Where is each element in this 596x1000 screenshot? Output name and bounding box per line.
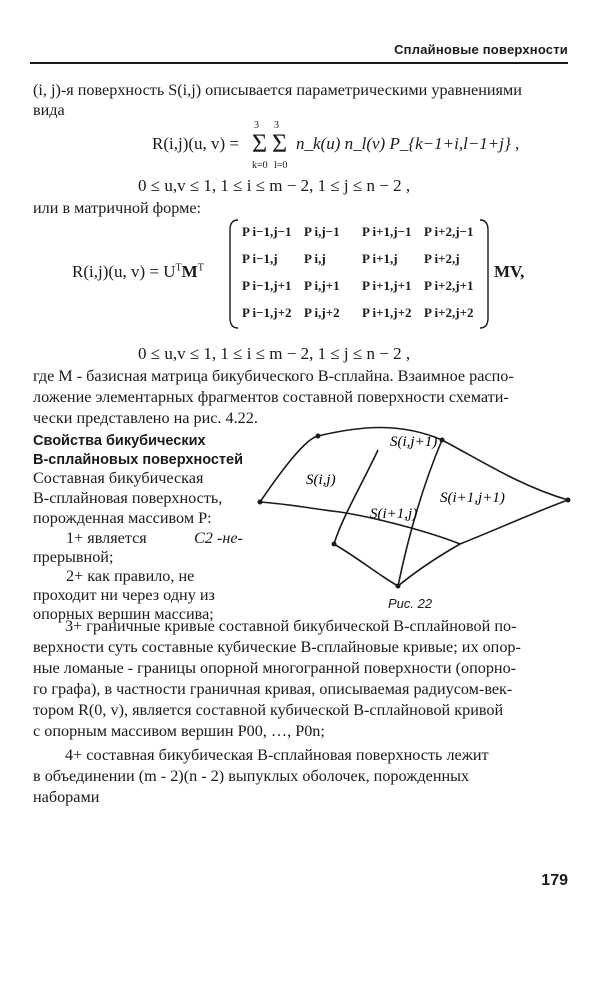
sum-lower-k: k=0 (252, 160, 268, 171)
figure-vertex (258, 500, 263, 505)
basis-line-3: чески представлено на рис. 4.22. (33, 409, 258, 427)
matrix-cell: P i,j−1 (304, 224, 340, 239)
properties-body-1: Составная бикубическая (33, 469, 204, 487)
matrix-cell: P i+1,j+2 (362, 305, 412, 320)
point-matrix (228, 218, 490, 330)
item3-line-6: с опорным массивом вершин P00, …, P0n; (33, 722, 325, 740)
item3-line-1: 3+ граничные кривые составной бикубической B-сплайновой по- (65, 617, 517, 635)
figure-vertex (566, 498, 571, 503)
patch-edge-bottom-right (460, 500, 568, 544)
item4-line-1: 4+ составная бикубическая B-сплайновая поверхность лежит (65, 746, 489, 764)
properties-body-3: порожденная массивом P: (33, 509, 212, 527)
matrix-cell: P i,j+2 (304, 305, 340, 320)
item2-part-c: опорных вершин массива; (33, 605, 214, 623)
figure-vertex (316, 434, 321, 439)
formula1-lhs: R(i,j)(u, v) = (152, 134, 240, 153)
running-header: Сплайновые поверхности (394, 42, 568, 57)
sum-upper-l: 3 (274, 120, 279, 131)
item3-line-5: тором R(0, v), является составной кубической B-сплайновой кривой (33, 701, 504, 719)
header-rule (30, 62, 568, 64)
matrix-cell: P i,j+1 (304, 278, 340, 293)
sigma-k: Σ (252, 129, 268, 158)
matrix-cell: P i−1,j (242, 251, 278, 266)
label-s-i-j1: S(i,j+1) (390, 434, 438, 450)
formula2-rhs: MV, (494, 262, 525, 281)
matrix-cell: P i−1,j+2 (242, 305, 292, 320)
patch-edge-lower (334, 544, 398, 586)
formula2-lhs: R(i,j)(u, $v) = U^TM^T$ (72, 262, 204, 281)
item4-line-2: в объединении (m - 2)(n - 2) выпуклых оболочек, порожденных (33, 767, 470, 785)
sum-lower-l: l=0 (274, 160, 288, 171)
properties-body-2: B-сплайновая поверхность, (33, 489, 223, 507)
matrix-cell: P i−1,j−1 (242, 224, 292, 239)
label-s-i1-j1: S(i+1,j+1) (440, 490, 505, 506)
item4-line-3: наборами (33, 788, 100, 806)
matrix-cell: P i+2,j (424, 251, 460, 266)
matrix-cell: P i,j (304, 251, 326, 266)
item2-part-b: проходит ни через одну из (33, 586, 215, 604)
figure-caption: Рис. 22 (388, 596, 433, 611)
item3-line-4: го графа), в частности граничная кривая, описываемая радиусом-век- (33, 680, 513, 698)
intro-line-2: вида (33, 101, 65, 119)
figure-vertex (440, 438, 445, 443)
item1-part-b: C2 -не- (194, 529, 243, 547)
formula1-rhs: n_k(u) n_l(v) P_{k−1+i,l−1+j} , (296, 134, 520, 153)
basis-line-1: где M - базисная матрица бикубического B-сплайна. Взаимное распо- (33, 367, 514, 385)
properties-heading-2: B-сплайновых поверхностей (33, 452, 244, 468)
patch-edge-bottom (260, 502, 460, 544)
item3-line-3: ные ломаные - границы опорной многогранной поверхности (опорно- (33, 659, 517, 677)
figure-surface (250, 418, 575, 598)
matrix-cell: P i+2,j+1 (424, 278, 474, 293)
matrix-cell: P i+1,j+1 (362, 278, 412, 293)
page-number: 179 (541, 872, 568, 889)
figure-vertex (332, 542, 337, 547)
matrix-cell: P i+1,j (362, 251, 398, 266)
label-s-i1-j: S(i+1,j) (370, 506, 418, 522)
conditions-1: 0 ≤ u,v ≤ 1, 1 ≤ i ≤ m − 2, 1 ≤ j ≤ n − 2 , (138, 176, 411, 195)
sigma-l: Σ (272, 129, 288, 158)
intro-line-1: (i, j)-я поверхность S(i,j) описывается параметрическими уравнениями (33, 81, 522, 99)
properties-heading-1: Свойства бикубических (33, 433, 206, 449)
label-s-i-j: S(i,j) (306, 472, 336, 488)
conditions-2: 0 ≤ u,v ≤ 1, 1 ≤ i ≤ m − 2, 1 ≤ j ≤ n − 2 , (138, 344, 411, 363)
matrix-cell: P i+2,j+2 (424, 305, 474, 320)
matrix-cell: P i−1,j+1 (242, 278, 292, 293)
matrix-intro: или в матричной форме: (33, 199, 202, 217)
figure-vertex (396, 584, 401, 589)
item1-part-c: прерывной; (33, 548, 114, 566)
matrix-cell: P i+2,j−1 (424, 224, 474, 239)
sum-upper-k: 3 (254, 120, 259, 131)
basis-line-2: ложение элементарных фрагментов составной поверхности схемати- (33, 388, 509, 406)
matrix-cell: P i+1,j−1 (362, 224, 412, 239)
patch-inner-curve-1 (334, 450, 378, 544)
patch-edge-lower-right (398, 544, 460, 586)
formula2-lhs-text: R(i,j)(u, v) = U (72, 262, 176, 281)
item2-part-a: 2+ как правило, не (66, 567, 195, 585)
item3-line-2: верхности суть составные кубические B-сплайновые кривые; их опор- (33, 638, 521, 656)
item1-part-a: 1+ является (66, 529, 147, 547)
